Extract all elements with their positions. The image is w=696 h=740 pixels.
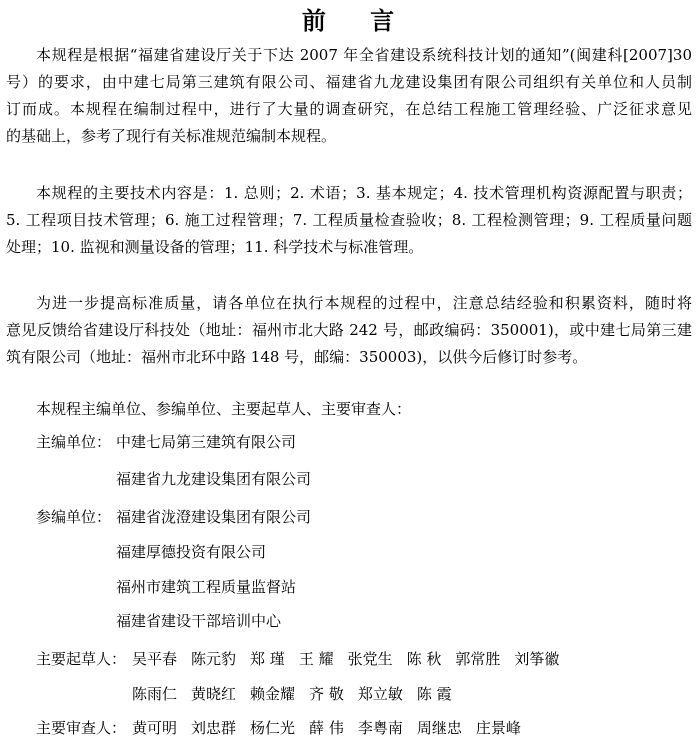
drafter-name: 刘筝徽 [514, 650, 560, 668]
drafter-name: 陈 秋 [406, 650, 442, 668]
chief-units-label: 主编单位： [36, 433, 112, 451]
chief-unit: 中建七局第三建筑有限公司 [116, 433, 297, 451]
reviewer-name: 杨仁光 [250, 719, 296, 737]
reviewer-name: 李粤南 [357, 719, 403, 737]
reviewer-name: 周继忠 [416, 719, 462, 737]
paragraph-line: 本规程是根据“福建省建设厅关于下达 2007 年全省建设系统科技计划的通知”(闽建科[2007]30 [36, 46, 692, 64]
drafter-name: 陈 霞 [416, 685, 452, 703]
paragraph-line: 的基础上，参考了现行有关标准规范编制本规程。 [6, 127, 337, 145]
reviewer-name: 薛 伟 [309, 719, 344, 737]
reviewers-label: 主要审查人： [36, 719, 127, 737]
drafter-name: 赖金耀 [250, 685, 296, 703]
drafters-label: 主要起草人： [36, 650, 127, 668]
paragraph-line: 为进一步提高标准质量，请各单位在执行本规程的过程中，注意总结经验和积累资料，随时将 [36, 294, 692, 312]
participating-units-label: 参编单位： [36, 508, 112, 526]
reviewer-name: 黄可明 [132, 719, 178, 737]
intro-paragraph [6, 42, 692, 150]
content-paragraph [6, 180, 692, 261]
paragraph-line: 本规程的主要技术内容是：1. 总则；2. 术语；3. 基本规定；4. 技术管理机构资源配置与职责； [36, 184, 692, 202]
drafter-name: 王 耀 [298, 650, 334, 668]
reviewer-name: 庄景峰 [475, 719, 521, 737]
paragraph-line: 5. 工程项目技术管理；6. 施工过程管理；7. 工程质量检查验收；8. 工程检测管理；9. 工程质量问题 [6, 211, 692, 229]
paragraph-line: 本规程主编单位、参编单位、主要起草人、主要审查人： [36, 400, 412, 418]
participating-unit: 福州市建筑工程质量监督站 [116, 578, 297, 596]
drafter-name: 齐 敬 [309, 685, 344, 703]
participating-unit: 福建厚德投资有限公司 [116, 543, 267, 561]
paragraph-line: 号）的要求，由中建七局第三建筑有限公司、福建省九龙建设集团有限公司组织有关单位和人员制 [6, 73, 692, 91]
paragraph-line: 订而成。本规程在编制过程中，进行了大量的调查研究，在总结工程施工管理经验、广泛征求意见 [6, 100, 692, 118]
drafters-names [132, 684, 466, 704]
units-intro-paragraph [6, 396, 692, 423]
paragraph-line: 意见反馈给省建设厅科技处（地址：福州市北大路 242 号，邮政编码：350001)，或中建七局第三建 [6, 321, 692, 339]
paragraph-line: 筑有限公司（地址：福州市北环中路 148 号，邮编：350003)，以供今后修订时参考。 [6, 348, 588, 366]
reviewer-name: 刘忠群 [191, 719, 237, 737]
drafter-name: 郑 瑾 [250, 650, 285, 668]
drafter-name: 郑立敏 [357, 685, 403, 703]
drafter-name: 陈雨仁 [132, 685, 178, 703]
drafter-name: 郭常胜 [455, 650, 501, 668]
drafter-name: 张党生 [347, 650, 393, 668]
chief-unit: 福建省九龙建设集团有限公司 [116, 470, 312, 488]
participating-unit: 福建省建设干部培训中心 [116, 612, 282, 630]
drafter-name: 吴平春 [132, 650, 178, 668]
page-title: 前 言 [301, 7, 413, 35]
drafters-names [132, 649, 573, 669]
feedback-paragraph [6, 290, 692, 371]
drafter-name: 黄晓红 [191, 685, 237, 703]
paragraph-line: 处理；10. 监视和测量设备的管理；11. 科学技术与标准管理。 [6, 238, 424, 256]
participating-unit: 福建省泷澄建设集团有限公司 [116, 508, 312, 526]
drafter-name: 陈元豹 [191, 650, 237, 668]
reviewers-names [132, 718, 535, 738]
